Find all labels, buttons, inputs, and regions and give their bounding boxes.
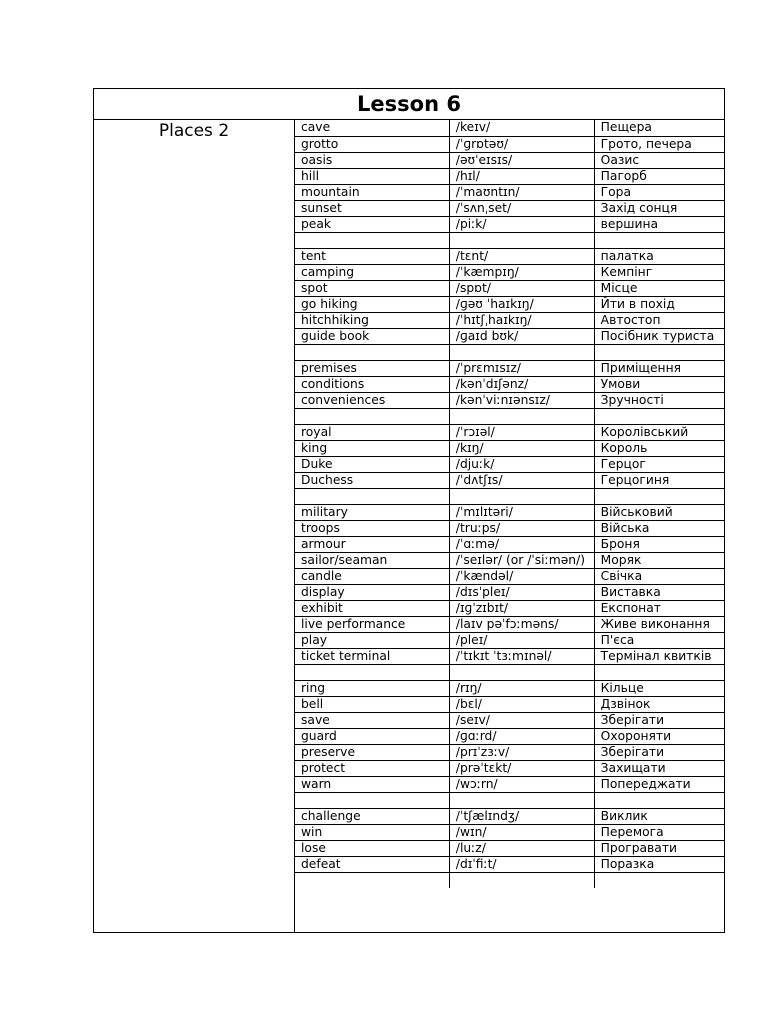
translation-cell: П'єса	[594, 632, 724, 648]
translation-cell: Виставка	[594, 584, 724, 600]
vocab-row	[295, 792, 724, 808]
transcription-cell: /ˈkæmpɪŋ/	[449, 264, 594, 280]
translation-cell: Йти в похід	[594, 296, 724, 312]
transcription-cell	[449, 408, 594, 424]
transcription-cell: /luːz/	[449, 840, 594, 856]
translation-cell	[594, 872, 724, 888]
word-cell: candle	[295, 568, 449, 584]
vocab-row	[295, 728, 724, 744]
transcription-cell: /pleɪ/	[449, 632, 594, 648]
word-cell: conveniences	[295, 392, 449, 408]
transcription-cell: /keɪv/	[449, 120, 594, 136]
vocab-row	[295, 696, 724, 712]
translation-cell	[594, 664, 724, 680]
word-cell	[295, 344, 449, 360]
transcription-cell: /spɒt/	[449, 280, 594, 296]
vocab-row	[295, 664, 724, 680]
translation-cell: Захід сонця	[594, 200, 724, 216]
word-cell: camping	[295, 264, 449, 280]
word-cell: peak	[295, 216, 449, 232]
translation-cell: Поразка	[594, 856, 724, 872]
translation-cell: Захищати	[594, 760, 724, 776]
transcription-cell: /seɪv/	[449, 712, 594, 728]
vocab-row	[295, 344, 724, 360]
transcription-cell: /ˈɑːmə/	[449, 536, 594, 552]
vocab-row	[295, 584, 724, 600]
translation-cell: Перемога	[594, 824, 724, 840]
translation-cell: Королівський	[594, 424, 724, 440]
word-cell: win	[295, 824, 449, 840]
transcription-cell: /dɪsˈpleɪ/	[449, 584, 594, 600]
vocab-row	[295, 328, 724, 344]
vocab-row	[295, 392, 724, 408]
word-cell: preserve	[295, 744, 449, 760]
word-cell	[295, 488, 449, 504]
word-cell: guide book	[295, 328, 449, 344]
transcription-cell: /ˈmaʊntɪn/	[449, 184, 594, 200]
word-cell: go hiking	[295, 296, 449, 312]
translation-cell	[594, 232, 724, 248]
transcription-cell: /ˈprɛmɪsɪz/	[449, 360, 594, 376]
transcription-cell: /ˈrɔɪəl/	[449, 424, 594, 440]
transcription-cell	[449, 792, 594, 808]
transcription-cell: /ˈɡrɒtəʊ/	[449, 136, 594, 152]
word-cell: sunset	[295, 200, 449, 216]
vocab-row	[295, 184, 724, 200]
word-cell: bell	[295, 696, 449, 712]
vocab-row	[295, 616, 724, 632]
topic-column	[94, 120, 295, 932]
word-cell: play	[295, 632, 449, 648]
vocab-row	[295, 120, 724, 136]
word-cell: lose	[295, 840, 449, 856]
translation-cell: Свічка	[594, 568, 724, 584]
vocab-row	[295, 776, 724, 792]
translation-cell: вершина	[594, 216, 724, 232]
transcription-cell	[449, 232, 594, 248]
vocab-row	[295, 488, 724, 504]
transcription-cell: /prɪˈzɜːv/	[449, 744, 594, 760]
translation-cell: Військовий	[594, 504, 724, 520]
word-cell: spot	[295, 280, 449, 296]
transcription-cell: /rɪŋ/	[449, 680, 594, 696]
vocab-row	[295, 712, 724, 728]
vocab-row	[295, 648, 724, 664]
transcription-cell	[449, 872, 594, 888]
transcription-cell: /ɡaɪd bʊk/	[449, 328, 594, 344]
translation-cell: Зручності	[594, 392, 724, 408]
translation-cell: Попереджати	[594, 776, 724, 792]
transcription-cell	[449, 344, 594, 360]
translation-cell: Броня	[594, 536, 724, 552]
word-cell: armour	[295, 536, 449, 552]
transcription-cell: /djuːk/	[449, 456, 594, 472]
transcription-cell: /wɔːrn/	[449, 776, 594, 792]
word-cell	[295, 792, 449, 808]
word-cell: conditions	[295, 376, 449, 392]
word-cell	[295, 232, 449, 248]
vocab-row	[295, 600, 724, 616]
transcription-cell: /kənˈviːnɪənsɪz/	[449, 392, 594, 408]
translation-cell: Автостоп	[594, 312, 724, 328]
vocab-row	[295, 376, 724, 392]
translation-cell: Війська	[594, 520, 724, 536]
transcription-cell: /ˈsʌnˌset/	[449, 200, 594, 216]
lesson-title: Lesson 6	[94, 89, 724, 120]
transcription-cell: /ɪɡˈzɪbɪt/	[449, 600, 594, 616]
translation-cell: Виклик	[594, 808, 724, 824]
translation-cell: Місце	[594, 280, 724, 296]
vocab-row	[295, 520, 724, 536]
word-cell: military	[295, 504, 449, 520]
translation-cell	[594, 792, 724, 808]
vocab-row	[295, 296, 724, 312]
vocab-row	[295, 408, 724, 424]
word-cell: royal	[295, 424, 449, 440]
word-cell	[295, 408, 449, 424]
translation-cell: Кемпінг	[594, 264, 724, 280]
word-cell: grotto	[295, 136, 449, 152]
vocab-row	[295, 136, 724, 152]
transcription-cell: /ˈseɪlər/ (or /ˈsiːmən/)	[449, 552, 594, 568]
translation-cell: Дзвінок	[594, 696, 724, 712]
vocab-row	[295, 216, 724, 232]
transcription-cell: /ˈtʃælɪndʒ/	[449, 808, 594, 824]
translation-cell: Зберігати	[594, 744, 724, 760]
word-cell	[295, 664, 449, 680]
vocab-row	[295, 872, 724, 888]
word-cell: guard	[295, 728, 449, 744]
vocab-row	[295, 472, 724, 488]
translation-cell: Гора	[594, 184, 724, 200]
transcription-cell: /ˈmɪlɪtəri/	[449, 504, 594, 520]
word-cell: sailor/seaman	[295, 552, 449, 568]
vocab-row	[295, 264, 724, 280]
vocab-row	[295, 504, 724, 520]
transcription-cell: /prəˈtɛkt/	[449, 760, 594, 776]
vocab-row	[295, 552, 724, 568]
transcription-cell: /bɛl/	[449, 696, 594, 712]
vocab-row	[295, 200, 724, 216]
translation-cell: Герцог	[594, 456, 724, 472]
vocab-row	[295, 152, 724, 168]
translation-cell: Кільце	[594, 680, 724, 696]
vocab-row	[295, 840, 724, 856]
translation-cell: Термінал квитків	[594, 648, 724, 664]
transcription-cell: /əʊˈeɪsɪs/	[449, 152, 594, 168]
translation-cell: Пагорб	[594, 168, 724, 184]
word-cell: exhibit	[295, 600, 449, 616]
word-cell: challenge	[295, 808, 449, 824]
transcription-cell: /hɪl/	[449, 168, 594, 184]
word-cell: protect	[295, 760, 449, 776]
transcription-cell	[449, 488, 594, 504]
word-cell: troops	[295, 520, 449, 536]
transcription-cell: /laɪv pəˈfɔːməns/	[449, 616, 594, 632]
word-cell: ticket terminal	[295, 648, 449, 664]
word-cell: warn	[295, 776, 449, 792]
vocab-row	[295, 856, 724, 872]
word-cell: king	[295, 440, 449, 456]
translation-cell: Пещера	[594, 120, 724, 136]
transcription-cell: /dɪˈfiːt/	[449, 856, 594, 872]
translation-cell	[594, 344, 724, 360]
word-cell: hill	[295, 168, 449, 184]
vocab-row	[295, 680, 724, 696]
word-cell: tent	[295, 248, 449, 264]
word-cell: save	[295, 712, 449, 728]
vocab-row	[295, 248, 724, 264]
transcription-cell: /ɡəʊ ˈhaɪkɪŋ/	[449, 296, 594, 312]
word-cell: ring	[295, 680, 449, 696]
word-cell: display	[295, 584, 449, 600]
vocab-row	[295, 760, 724, 776]
vocab-row	[295, 440, 724, 456]
transcription-cell: /piːk/	[449, 216, 594, 232]
word-cell: premises	[295, 360, 449, 376]
translation-cell: Програвати	[594, 840, 724, 856]
transcription-cell: /ˈkændəl/	[449, 568, 594, 584]
transcription-cell: /ˈdʌtʃɪs/	[449, 472, 594, 488]
word-cell: mountain	[295, 184, 449, 200]
word-cell: hitchhiking	[295, 312, 449, 328]
vocab-row	[295, 456, 724, 472]
vocab-row	[295, 808, 724, 824]
vocab-row	[295, 280, 724, 296]
word-cell: Duke	[295, 456, 449, 472]
vocab-row	[295, 360, 724, 376]
transcription-cell: /ˈtɪkɪt ˈtɜːmɪnəl/	[449, 648, 594, 664]
word-cell: Duchess	[295, 472, 449, 488]
translation-cell: палатка	[594, 248, 724, 264]
translation-cell: Посібник туриста	[594, 328, 724, 344]
translation-cell: Грото, печера	[594, 136, 724, 152]
translation-cell: Оазис	[594, 152, 724, 168]
vocab-row	[295, 744, 724, 760]
vocabulary-table	[295, 120, 724, 888]
vocab-row	[295, 632, 724, 648]
translation-cell: Зберігати	[594, 712, 724, 728]
vocab-row	[295, 312, 724, 328]
transcription-cell: /tɛnt/	[449, 248, 594, 264]
vocab-row	[295, 232, 724, 248]
vocab-row	[295, 424, 724, 440]
translation-cell: Король	[594, 440, 724, 456]
vocabulary-sheet	[93, 88, 725, 933]
transcription-cell: /ˈhɪtʃˌhaɪkɪŋ/	[449, 312, 594, 328]
vocab-row	[295, 536, 724, 552]
word-cell: oasis	[295, 152, 449, 168]
word-cell	[295, 872, 449, 888]
translation-cell: Охороняти	[594, 728, 724, 744]
vocab-row	[295, 824, 724, 840]
translation-cell	[594, 488, 724, 504]
word-cell: live performance	[295, 616, 449, 632]
transcription-cell: /truːps/	[449, 520, 594, 536]
translation-cell: Герцогиня	[594, 472, 724, 488]
word-cell: defeat	[295, 856, 449, 872]
transcription-cell: /kɪŋ/	[449, 440, 594, 456]
translation-cell: Моряк	[594, 552, 724, 568]
word-cell: cave	[295, 120, 449, 136]
transcription-cell: /ɡɑːrd/	[449, 728, 594, 744]
transcription-cell	[449, 664, 594, 680]
translation-cell	[594, 408, 724, 424]
translation-cell: Живе виконання	[594, 616, 724, 632]
transcription-cell: /kənˈdɪʃənz/	[449, 376, 594, 392]
translation-cell: Умови	[594, 376, 724, 392]
translation-cell: Експонат	[594, 600, 724, 616]
topic-label: Places 2	[158, 121, 230, 141]
transcription-cell: /wɪn/	[449, 824, 594, 840]
vocabulary-body	[295, 120, 724, 888]
vocab-row	[295, 568, 724, 584]
vocab-row	[295, 168, 724, 184]
translation-cell: Приміщення	[594, 360, 724, 376]
